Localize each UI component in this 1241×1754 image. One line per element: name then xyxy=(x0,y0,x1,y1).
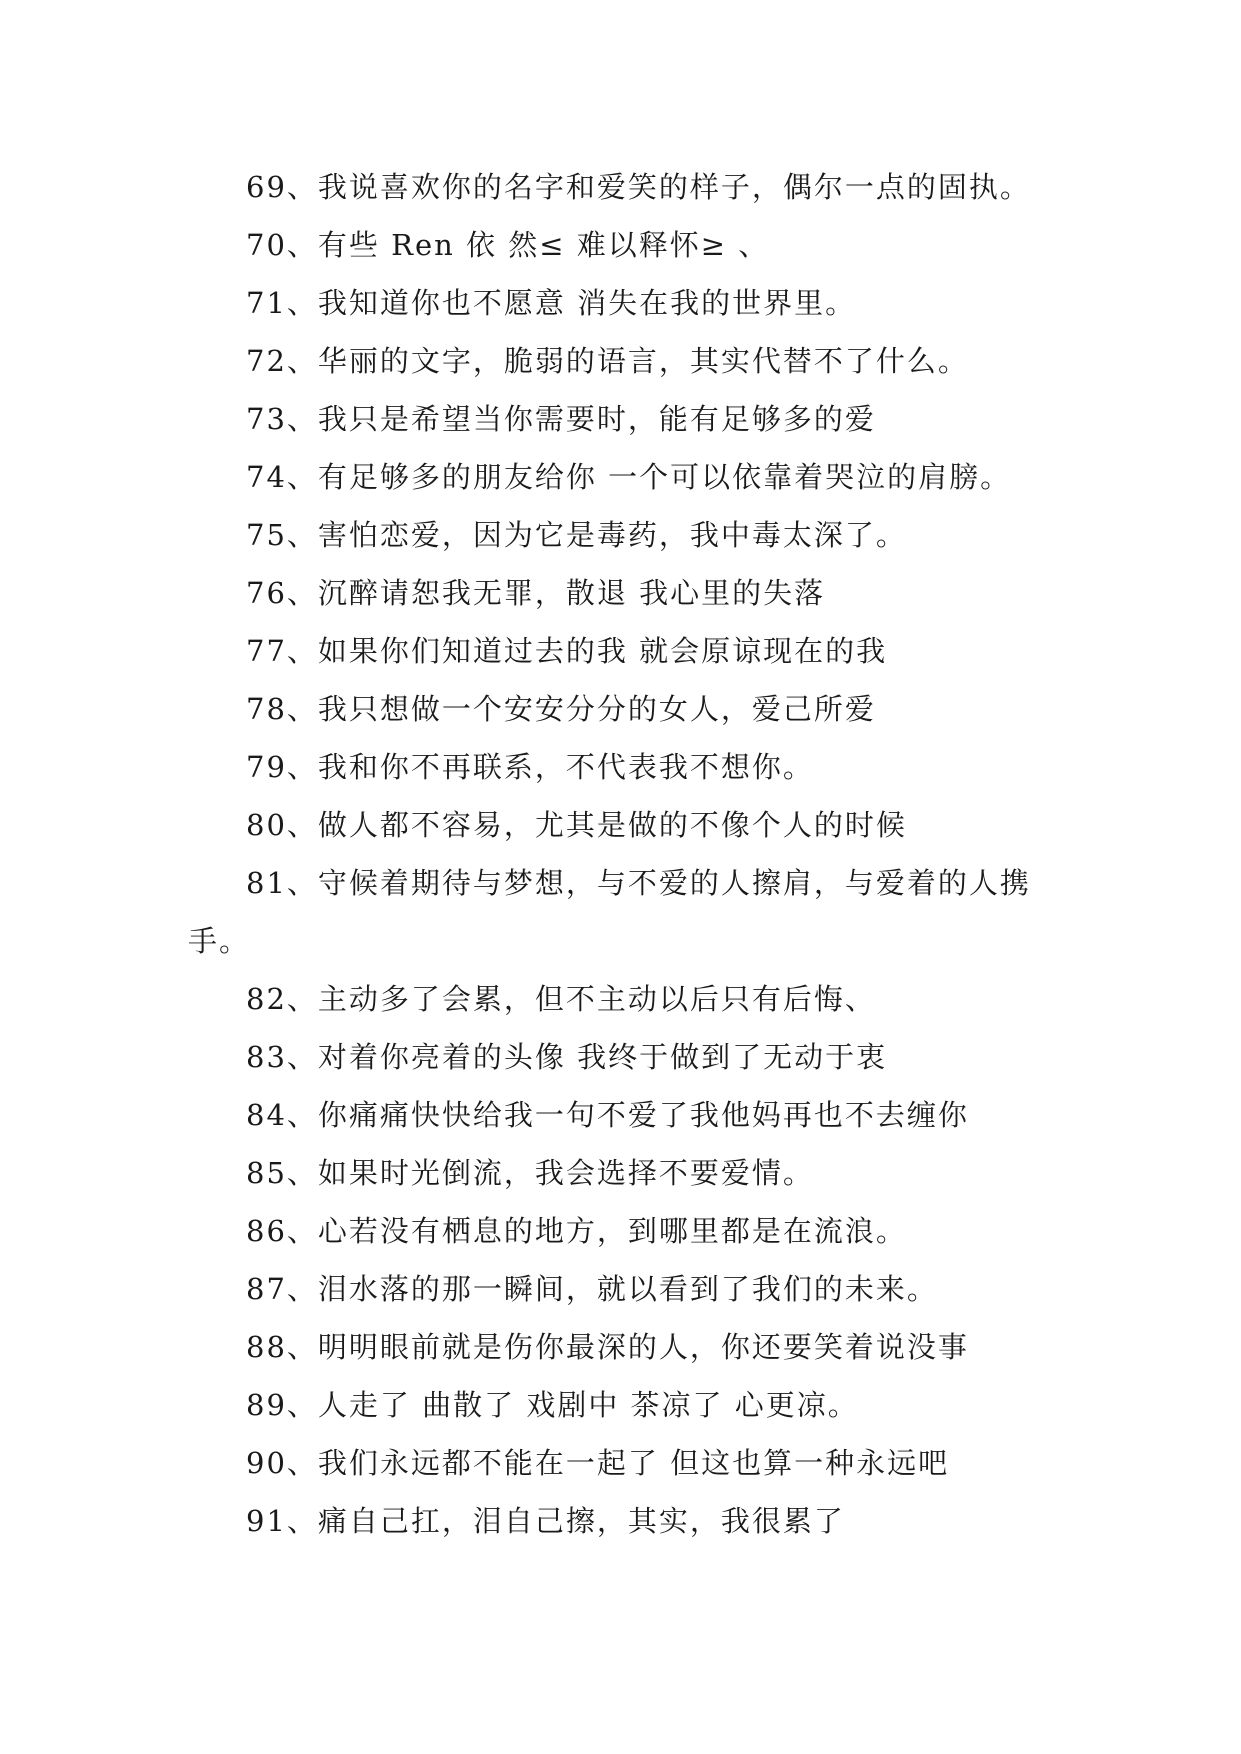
quote-line-85: 85、如果时光倒流，我会选择不要爱情。 xyxy=(246,1156,814,1190)
quote-line-82: 82、主动多了会累，但不主动以后只有后悔、 xyxy=(246,982,876,1016)
quote-line-77: 77、如果你们知道过去的我 就会原谅现在的我 xyxy=(246,634,888,668)
quote-line-75: 75、害怕恋爱，因为它是毒药，我中毒太深了。 xyxy=(246,518,907,552)
document-body xyxy=(188,158,1068,1550)
quote-line-71: 71、我知道你也不愿意 消失在我的世界里。 xyxy=(246,286,857,320)
quote-line-80: 80、做人都不容易，尤其是做的不像个人的时候 xyxy=(246,808,907,842)
quote-line-72: 72、华丽的文字，脆弱的语言，其实代替不了什么。 xyxy=(246,344,969,378)
quote-line-81: 81、守候着期待与梦想，与不爱的人擦肩，与爱着的人携手。 xyxy=(188,866,1031,958)
quote-line-74: 74、有足够多的朋友给你 一个可以依靠着哭泣的肩膀。 xyxy=(246,460,1012,494)
quote-line-79: 79、我和你不再联系，不代表我不想你。 xyxy=(246,750,814,784)
quote-line-70: 70、有些 Ren 依 然≤ 难以释怀≥ 、 xyxy=(246,228,770,262)
quote-line-89: 89、人走了 曲散了 戏剧中 茶凉了 心更凉。 xyxy=(246,1388,859,1422)
quote-line-69: 69、我说喜欢你的名字和爱笑的样子，偶尔一点的固执。 xyxy=(246,170,1031,204)
quote-line-87: 87、泪水落的那一瞬间，就以看到了我们的未来。 xyxy=(246,1272,938,1306)
quote-line-88: 88、明明眼前就是伤你最深的人，你还要笑着说没事 xyxy=(246,1330,969,1364)
quote-line-86: 86、心若没有栖息的地方，到哪里都是在流浪。 xyxy=(246,1214,907,1248)
quote-line-78: 78、我只想做一个安安分分的女人，爱己所爱 xyxy=(246,692,876,726)
quote-line-76: 76、沉醉请恕我无罪，散退 我心里的失落 xyxy=(246,576,826,610)
quote-line-73: 73、我只是希望当你需要时，能有足够多的爱 xyxy=(246,402,876,436)
quote-line-83: 83、对着你亮着的头像 我终于做到了无动于衷 xyxy=(246,1040,888,1074)
quote-line-90: 90、我们永远都不能在一起了 但这也算一种永远吧 xyxy=(246,1446,950,1480)
quote-line-91: 91、痛自己扛，泪自己擦，其实，我很累了 xyxy=(246,1504,845,1538)
quote-line-84: 84、你痛痛快快给我一句不爱了我他妈再也不去缠你 xyxy=(246,1098,969,1132)
